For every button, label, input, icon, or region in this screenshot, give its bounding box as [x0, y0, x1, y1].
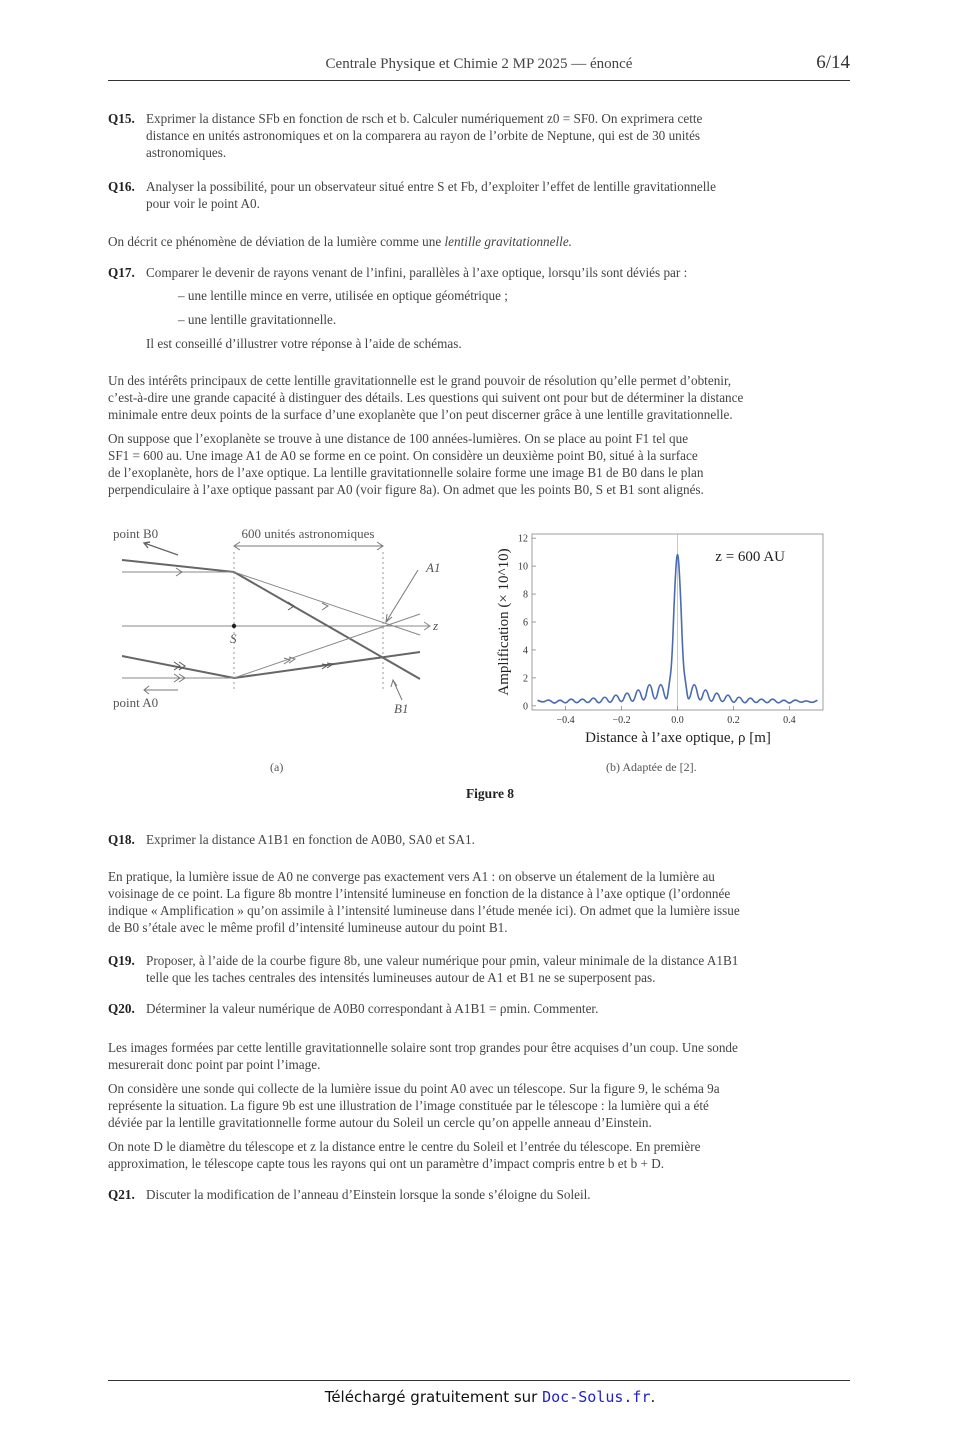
text-line: Proposer, à l’aide de la courbe figure 8b, une valeur numérique pour ρmin, valeur minimale de la distance A1B1 [146, 953, 739, 968]
x-tick-label: −0.4 [556, 715, 575, 726]
question-number: Q17. [108, 265, 135, 280]
text-line: approximation, le télescope capte tous les rayons qui ont un paramètre d’impact compris entre b et b + D. [108, 1156, 665, 1171]
page-header [108, 52, 850, 81]
intro-text: On décrit ce phénomène de déviation de la lumière comme une [108, 234, 442, 249]
ray-a0-lower-deviated [234, 614, 420, 678]
a1-pointer [386, 570, 418, 622]
figure-8b-chart [490, 522, 835, 752]
question-number: Q15. [108, 111, 135, 126]
y-tick-label: 12 [518, 533, 528, 545]
figure-8a-diagram [108, 522, 453, 722]
label-distance: 600 unités astronomiques [241, 526, 375, 541]
question-q20 [108, 1000, 850, 1017]
advice-text: Il est conseillé d’illustrer votre réponse à l’aide de schémas. [146, 336, 462, 351]
text-line: déviée par la lentille gravitationnelle forme autour du Soleil un cercle qu’on appelle anneau d’Einstein. [108, 1115, 652, 1130]
question-text: Déterminer la valeur numérique de A0B0 correspondant à A1B1 = ρmin. Commenter. [146, 1001, 599, 1016]
b0-arrow [144, 542, 178, 555]
y-tick-label: 8 [523, 589, 528, 601]
question-number: Q19. [108, 953, 135, 968]
ray-b0-upper [122, 560, 234, 572]
label-point-b0: point B0 [113, 526, 159, 541]
text-line: Les images formées par cette lentille gravitationnelle solaire sont trop grandes pour être acquises d’un coup. Une sonde [108, 1040, 738, 1055]
y-axis [518, 534, 536, 713]
y-tick-label: 10 [518, 561, 528, 573]
text-line: distance en unités astronomiques et on la comparera au rayon de l’orbite de Neptune, qui est de 30 unités [146, 128, 701, 143]
label-a1: A1 [426, 560, 441, 575]
question-text [146, 178, 850, 212]
x-tick-label: 0.2 [727, 715, 740, 726]
intro-paragraph [108, 233, 850, 250]
text-line: indique « Amplification » qu’on assimile à l’intensité lumineuse dans l’étude menée ici). On admet que la lumière issue [108, 903, 740, 918]
paragraph-setup [108, 430, 850, 498]
text-line: SF1 = 600 au. Une image A1 de A0 se forme en ce point. On considère un deuxième point B0, situé à la surface [108, 448, 698, 463]
text-line: Analyser la possibilité, pour un observateur situé entre S et Fb, d’exploiter l’effet de lentille gravitationnelle [146, 179, 716, 194]
text-line: astronomiques. [146, 145, 227, 160]
sun-point [232, 624, 236, 628]
text-line: On note D le diamètre du télescope et z la distance entre le centre du Soleil et l’entrée du télescope. En première [108, 1139, 701, 1154]
question-text [146, 110, 850, 161]
x-tick-label: −0.2 [612, 715, 631, 726]
text-line: minimale entre deux points de la surface d’une exoplanète que l’on peut discerner grâce à une lentille gravitationnelle. [108, 407, 733, 422]
text-line: de l’exoplanète, hors de l’axe optique. La lentille gravitationnelle solaire forme une image B1 de B0 dans le plan [108, 465, 704, 480]
paragraph-telescope [108, 1138, 850, 1172]
question-number: Q18. [108, 832, 135, 847]
question-number: Q21. [108, 1187, 135, 1202]
caption-8b: (b) Adaptée de [2]. [606, 760, 697, 774]
y-tick-label: 2 [523, 673, 528, 685]
label-s: S [230, 631, 237, 646]
text-line: de B0 s’étale avec le même profil d’intensité lumineuse autour du point B1. [108, 920, 508, 935]
chart-annotation: z = 600 AU [715, 549, 785, 565]
a0-arrow [144, 686, 178, 694]
y-tick-label: 0 [523, 701, 528, 713]
question-q21 [108, 1186, 850, 1203]
figure-label: Figure 8 [465, 786, 515, 801]
question-q18 [108, 831, 850, 848]
intro-italic: lentille gravitationnelle. [444, 234, 572, 249]
paragraph-images [108, 1039, 850, 1073]
b1-pointer [393, 680, 402, 700]
label-point-a0: point A0 [113, 695, 159, 710]
y-tick-label: 4 [523, 645, 528, 657]
y-axis-label: Amplification (× 10^10) [496, 548, 512, 696]
direction-chevron [288, 602, 294, 610]
text-line: pour voir le point A0. [146, 196, 260, 211]
question-number: Q20. [108, 1001, 135, 1016]
text-line: telle que les taches centrales des intensités lumineuses autour de A1 et B1 ne se superposent pas. [146, 970, 656, 985]
header-title: Centrale Physique et Chimie 2 MP 2025 — énoncé [325, 56, 633, 72]
text-line: c’est-à-dire une grande capacité à distinguer des détails. Les questions qui suivent ont pour but de déterminer la distance [108, 390, 744, 405]
bullet-item: – une lentille gravitationnelle. [178, 312, 337, 327]
y-tick-label: 6 [523, 617, 528, 629]
page-number: 6/14 [816, 52, 850, 73]
label-z: z [433, 618, 439, 633]
question-q16 [108, 178, 850, 212]
bullet-item: – une lentille mince en verre, utilisée en optique géométrique ; [178, 288, 508, 303]
text-line: On suppose que l’exoplanète se trouve à une distance de 100 années-lumières. On se place au point F1 tel que [108, 431, 689, 446]
x-tick-label: 0.4 [783, 715, 796, 726]
text-line: mesurerait donc point par point l’image. [108, 1057, 321, 1072]
label-b1: B1 [394, 701, 409, 716]
paragraph-resolution [108, 372, 850, 423]
x-tick-label: 0.0 [671, 715, 684, 726]
question-text: Discuter la modification de l’anneau d’Einstein lorsque la sonde s’éloigne du Soleil. [146, 1187, 591, 1202]
x-axis [557, 706, 796, 726]
question-q15 [108, 110, 850, 161]
text-line: perpendiculaire à l’axe optique passant par A0 (voir figure 8a). On admet que les points B0, S et B1 sont alignés. [108, 482, 704, 497]
footer-link[interactable]: Doc-Solus.fr [542, 1388, 651, 1406]
footer-rule [108, 1380, 850, 1381]
paragraph-probe [108, 1080, 850, 1131]
text-line: voisinage de ce point. La figure 8b montre l’intensité lumineuse en fonction de la distance à l’axe optique (l’ordonnée [108, 886, 731, 901]
footer-text: Téléchargé gratuitement sur [324, 1388, 538, 1406]
x-axis-label: Distance à l’axe optique, ρ [m] [585, 730, 771, 746]
question-text [146, 952, 850, 986]
text-line: représente la situation. La figure 9b est une illustration de l’image constituée par le télescope : la lumière qui a été [108, 1098, 709, 1113]
text-line: Exprimer la distance SFb en fonction de rsch et b. Calculer numériquement z0 = SF0. On exprimera cette [146, 111, 703, 126]
text-line: On considère une sonde qui collecte de la lumière issue du point A0 avec un télescope. Sur la figure 9, le schéma 9a [108, 1081, 720, 1096]
page-footer [0, 1388, 980, 1406]
question-text: Exprimer la distance A1B1 en fonction de A0B0, SA0 et SA1. [146, 832, 475, 847]
caption-8a: (a) [270, 760, 284, 774]
text-line: En pratique, la lumière issue de A0 ne converge pas exactement vers A1 : on observe un étalement de la lumière au [108, 869, 715, 884]
text-line: Un des intérêts principaux de cette lentille gravitationnelle est le grand pouvoir de résolution qu’elle permet d’obtenir, [108, 373, 732, 388]
paragraph-spread [108, 868, 850, 936]
question-text: Comparer le devenir de rayons venant de l’infini, parallèles à l’axe optique, lorsqu’ils sont déviés par : [146, 265, 688, 280]
question-q17 [108, 264, 850, 281]
footer-end: . [650, 1388, 656, 1406]
question-number: Q16. [108, 179, 135, 194]
question-q19 [108, 952, 850, 986]
